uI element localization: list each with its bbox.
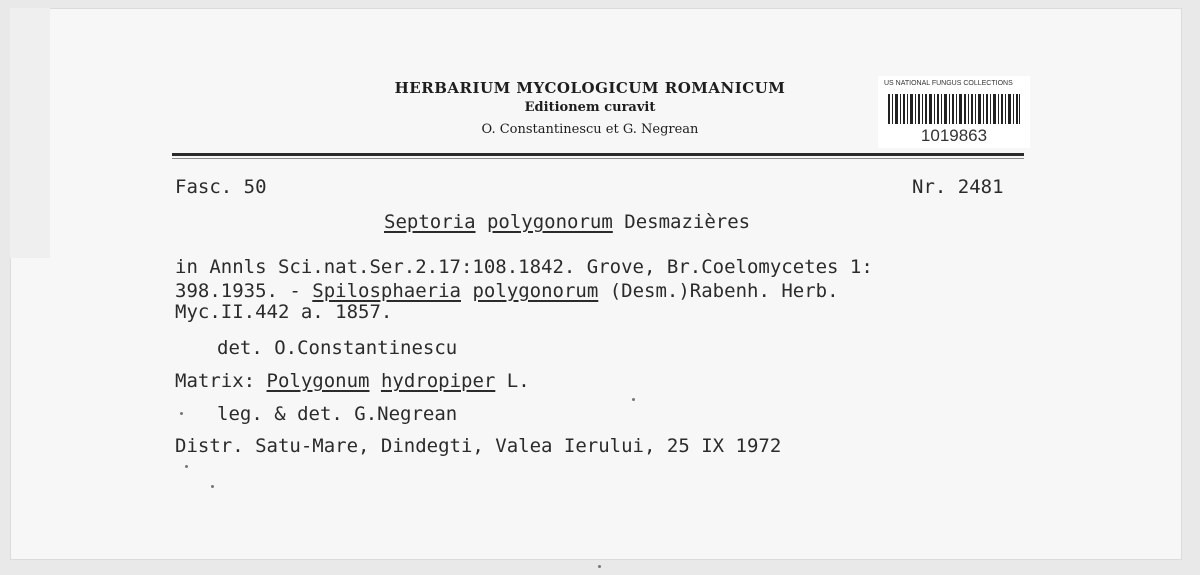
citation-line-3: Myc.II.442 a. 1857. [175,301,393,323]
citation-line-1: in Annls Sci.nat.Ser.2.17:108.1842. Grove, Br.Coelomycetes 1: [175,256,873,278]
synonym-genus: Spilosphaeria [312,280,461,302]
citation-line-2 [175,280,839,302]
host-genus: Polygonum [266,370,370,392]
label-header [370,78,810,142]
editorial-note: Editionem curavit [524,100,656,115]
fascicle: Fasc. 50 [175,176,267,198]
speck [180,412,183,415]
speck [211,485,214,488]
collection-name: US NATIONAL FUNGUS COLLECTIONS [884,80,1013,87]
speck [598,565,601,568]
citation-suffix: (Desm.)Rabenh. Herb. [598,280,839,302]
barcode-icon [888,94,1020,124]
matrix [175,370,530,392]
editors: O. Constantinescu et G. Negrean [481,122,699,137]
collector: leg. & det. G.Negrean [217,403,458,425]
host-author: L. [506,370,530,392]
citation-prefix: 398.1935. - [175,280,313,302]
label-edge [10,8,50,258]
matrix-label: Matrix: [175,370,256,392]
locality: Distr. Satu-Mare, Dindegti, Valea Ierului, 25 IX 1972 [175,435,782,457]
host-epithet: hydropiper [380,370,496,392]
exsiccata-number: Nr. 2481 [912,176,1004,198]
synonym-epithet: polygonorum [472,280,599,302]
speck [185,465,188,468]
determiner: det. O.Constantinescu [217,337,458,359]
speck [632,398,635,401]
species-epithet: polygonorum [486,211,613,233]
species-name [384,211,750,233]
header-divider [172,153,1024,156]
species-genus: Septoria [384,211,476,233]
barcode-number: 1019863 [920,126,988,145]
herbarium-title: HERBARIUM MYCOLOGICUM ROMANICUM [394,79,786,97]
header-divider-thin [172,158,1024,159]
species-author: Desmazières [624,211,751,233]
barcode-sticker [878,76,1030,148]
